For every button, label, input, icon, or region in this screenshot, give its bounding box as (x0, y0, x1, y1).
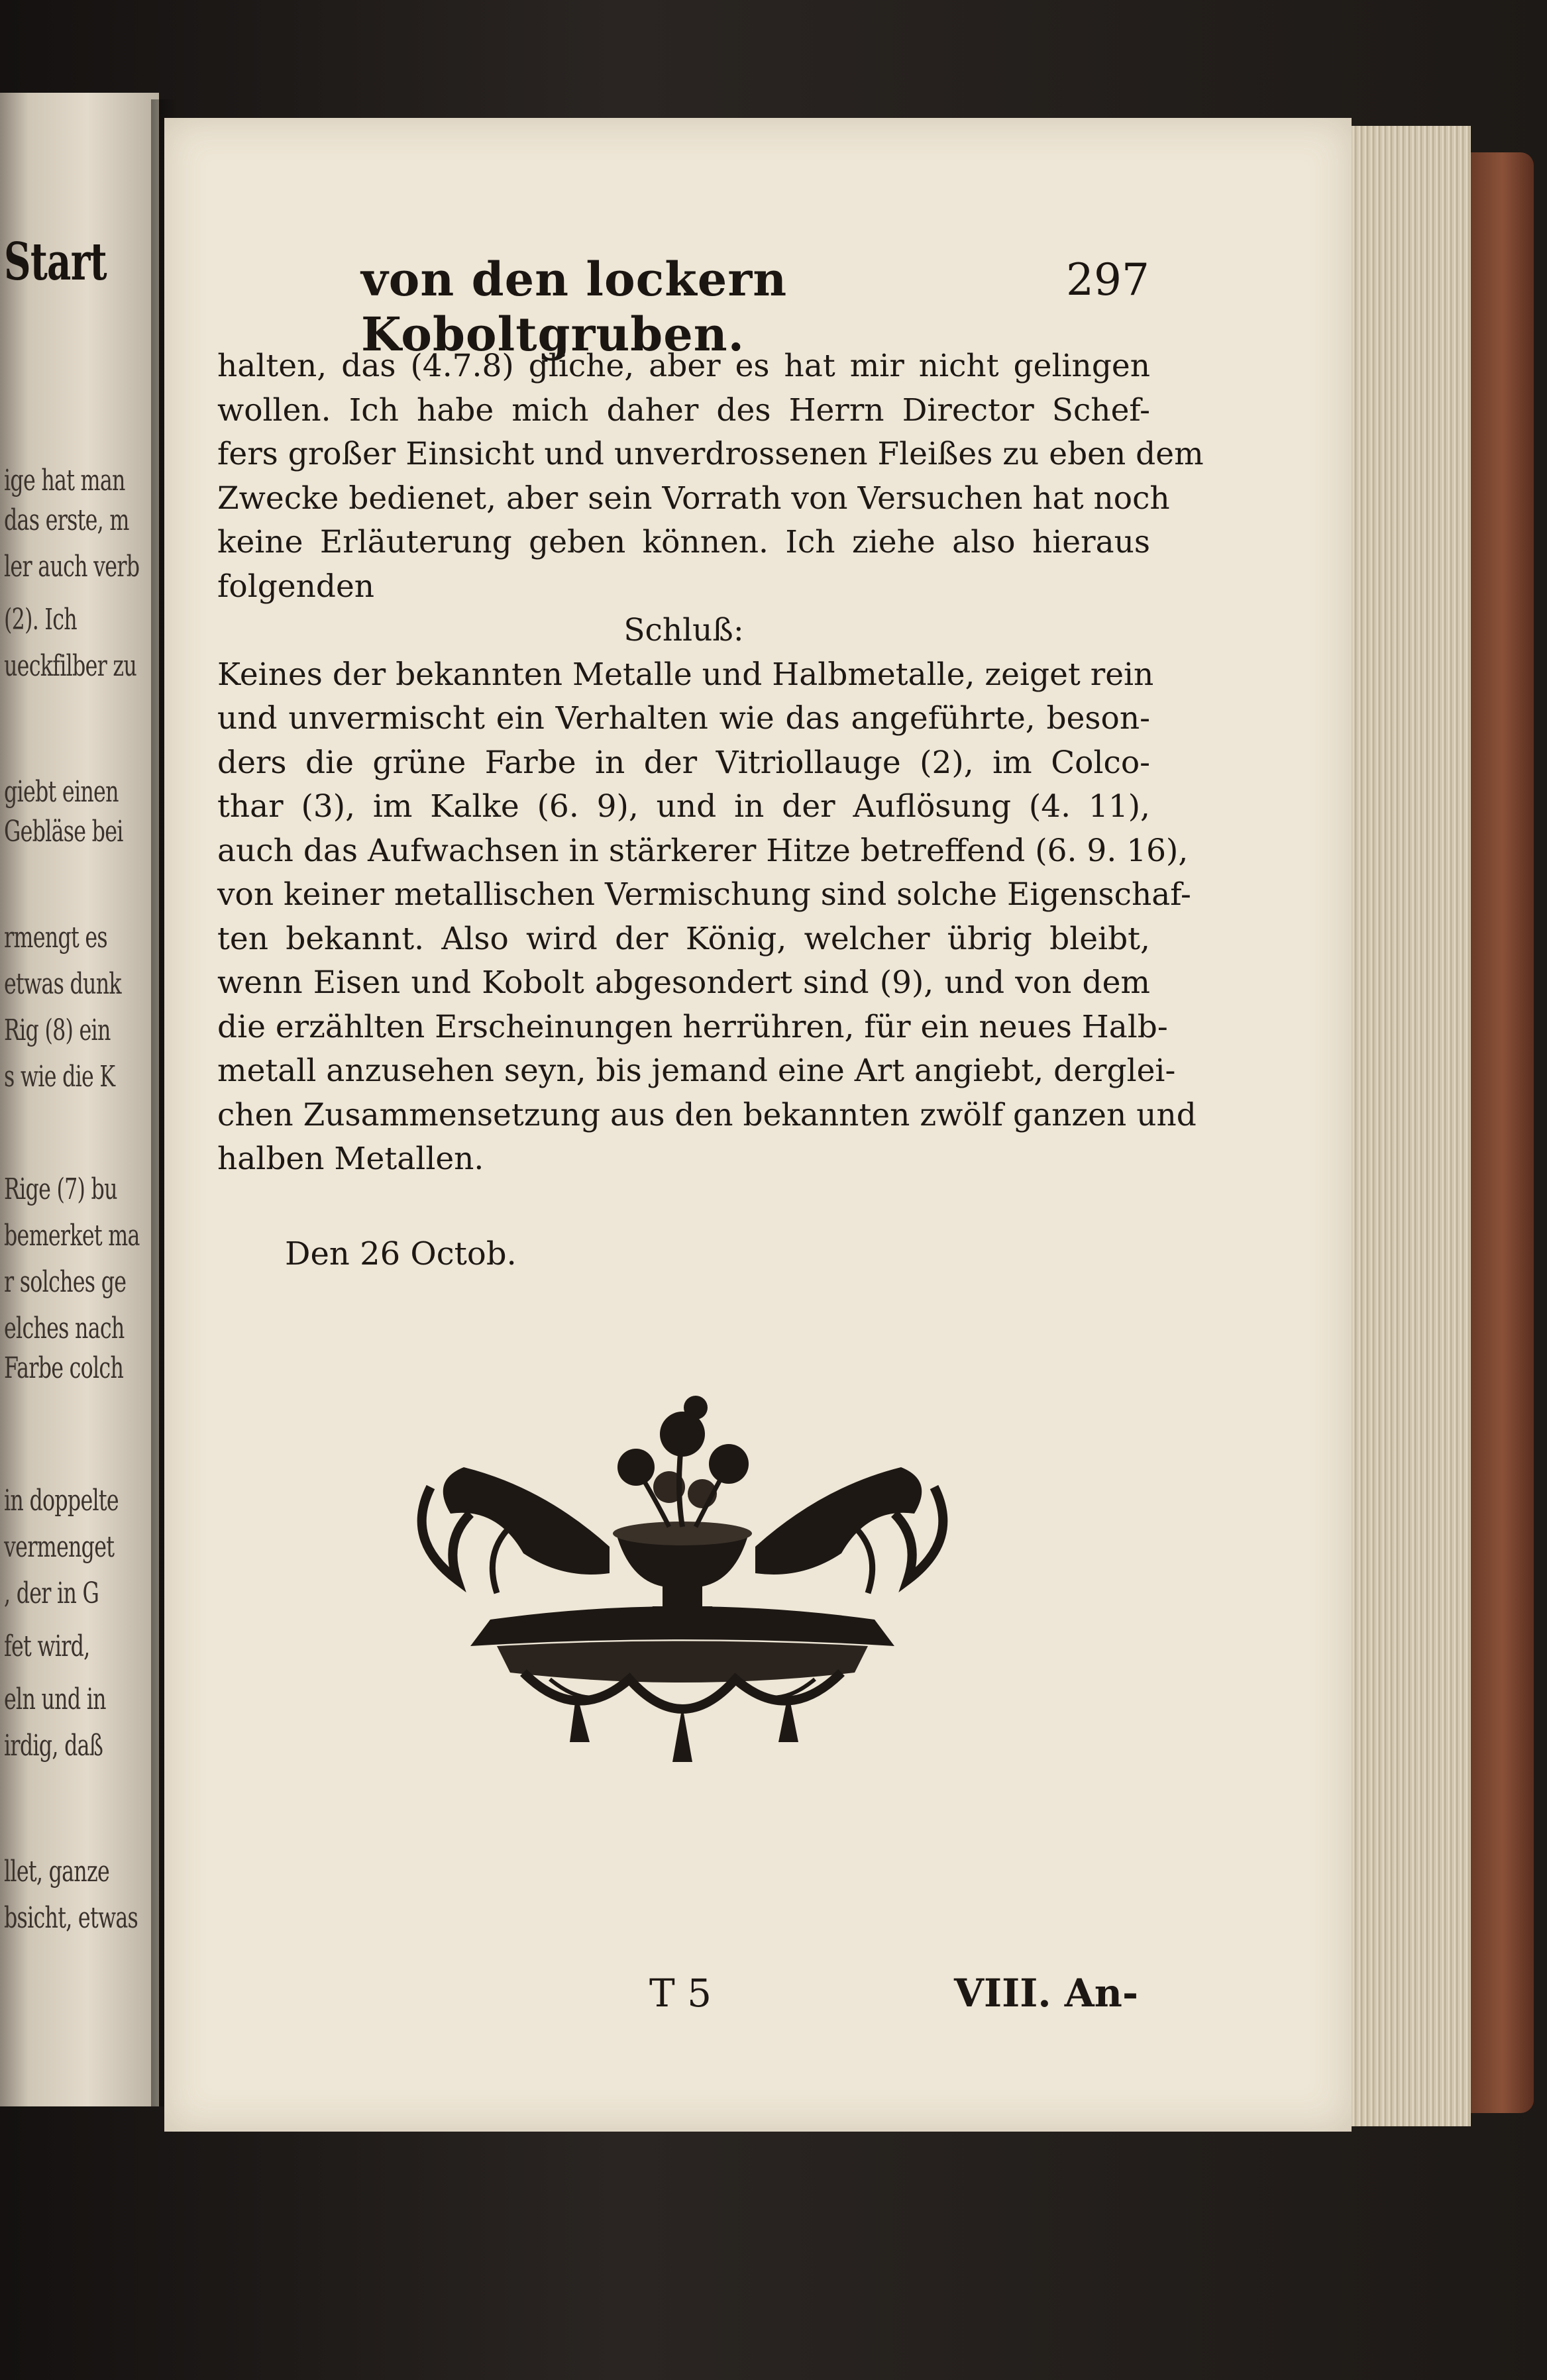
text-line: Zwecke bedienet, aber sein Vorrath von Versuchen hat noch (217, 480, 1170, 517)
conclusion-line: die erzählten Erscheinungen herrühren, für ein neues Halb- (217, 1008, 1168, 1045)
left-page-fragment: (2). Ich (4, 603, 77, 637)
left-page-fragment: fet wird, (4, 1630, 90, 1663)
left-page-fragment: ler auch verb (4, 550, 140, 584)
left-page-heading: Start (4, 232, 107, 292)
conclusion-line: ders die grüne Farbe in der Vitriollauge (2), im Colco- (217, 744, 1150, 781)
left-page-fragment: bsicht, etwas (4, 1901, 138, 1935)
left-page-fragment: in doppelte (4, 1484, 119, 1518)
running-head (361, 252, 1149, 362)
left-page-fragment: rmengt es (4, 921, 107, 955)
text-line: wollen. Ich habe mich daher des Herrn Director Schef- (217, 391, 1150, 429)
conclusion-line: chen Zusammensetzung aus den bekannten zwölf ganzen und (217, 1096, 1197, 1133)
left-page-fragment: llet, ganze (4, 1855, 109, 1888)
conclusion-line: halben Metallen. (217, 1141, 484, 1177)
left-page-fragment: etwas dunk (4, 967, 121, 1001)
left-page-fragment: irdig, daß (4, 1729, 103, 1763)
date-line: Den 26 Octob. (285, 1235, 517, 1272)
left-page-edge (0, 93, 159, 2106)
left-page-fragment: bemerket ma (4, 1219, 140, 1253)
conclusion-line: Keines der bekannten Metalle und Halbmetalle, zeiget rein (217, 656, 1154, 693)
left-page-fragment: giebt einen (4, 775, 119, 809)
left-page-fragment: Farbe colch (4, 1351, 124, 1385)
conclusion-line: metall anzusehen seyn, bis jemand eine Art angiebt, derglei- (217, 1053, 1176, 1089)
left-page-fragment: , der in G (4, 1577, 99, 1610)
text-line: folgenden (217, 568, 375, 605)
conclusion-line: und unvermischt ein Verhalten wie das angeführte, beson- (217, 700, 1150, 737)
conclusion-line: ten bekannt. Also wird der König, welcher übrig bleibt, (217, 920, 1150, 957)
left-page-fragment: vermenget (4, 1530, 115, 1564)
conclusion-line: auch das Aufwachsen in stärkerer Hitze betreffend (6. 9. 16), (217, 832, 1189, 869)
text-line: fers großer Einsicht und unverdrossenen Fleißes zu eben dem (217, 436, 1204, 472)
section-heading: Schluß: (623, 612, 744, 648)
text-line: keine Erläuterung geben können. Ich ziehe also hieraus (217, 524, 1150, 560)
page-fore-edge (1352, 126, 1471, 2126)
body-text (217, 344, 1204, 1182)
left-page-fragment: s wie die K (4, 1060, 115, 1094)
left-page-fragment: Gebläse bei (4, 815, 123, 849)
left-page-fragment: elches nach (4, 1312, 125, 1345)
conclusion-line: thar (3), im Kalke (6. 9), und in der Auflösung (4. 11), (217, 788, 1150, 825)
floral-vignette-ornament (391, 1381, 974, 1765)
page-number: 297 (1066, 254, 1149, 305)
signature-mark: T 5 (649, 1971, 712, 2016)
text-line: halten, das (4.7.8) gliche, aber es hat mir nicht gelingen (217, 348, 1150, 384)
left-page-fragment: Rig (8) ein (4, 1013, 111, 1047)
left-page-fragment: ige hat man (4, 464, 125, 497)
left-page-fragment: ueckfilber zu (4, 649, 137, 683)
left-page-fragment: eln und in (4, 1682, 106, 1716)
conclusion-line: von keiner metallischen Vermischung sind solche Eigenschaf- (217, 876, 1191, 913)
catchword: VIII. An- (954, 1971, 1139, 2016)
running-title: von den lockern Koboltgruben. (361, 252, 788, 362)
left-page-fragment: das erste, m (4, 503, 129, 537)
left-page-fragment: r solches ge (4, 1265, 127, 1299)
conclusion-line: wenn Eisen und Kobolt abgesondert sind (9), und von dem (217, 964, 1150, 1001)
book-cover-edge (1471, 152, 1534, 2113)
left-page-fragment: Rige (7) bu (4, 1172, 117, 1206)
